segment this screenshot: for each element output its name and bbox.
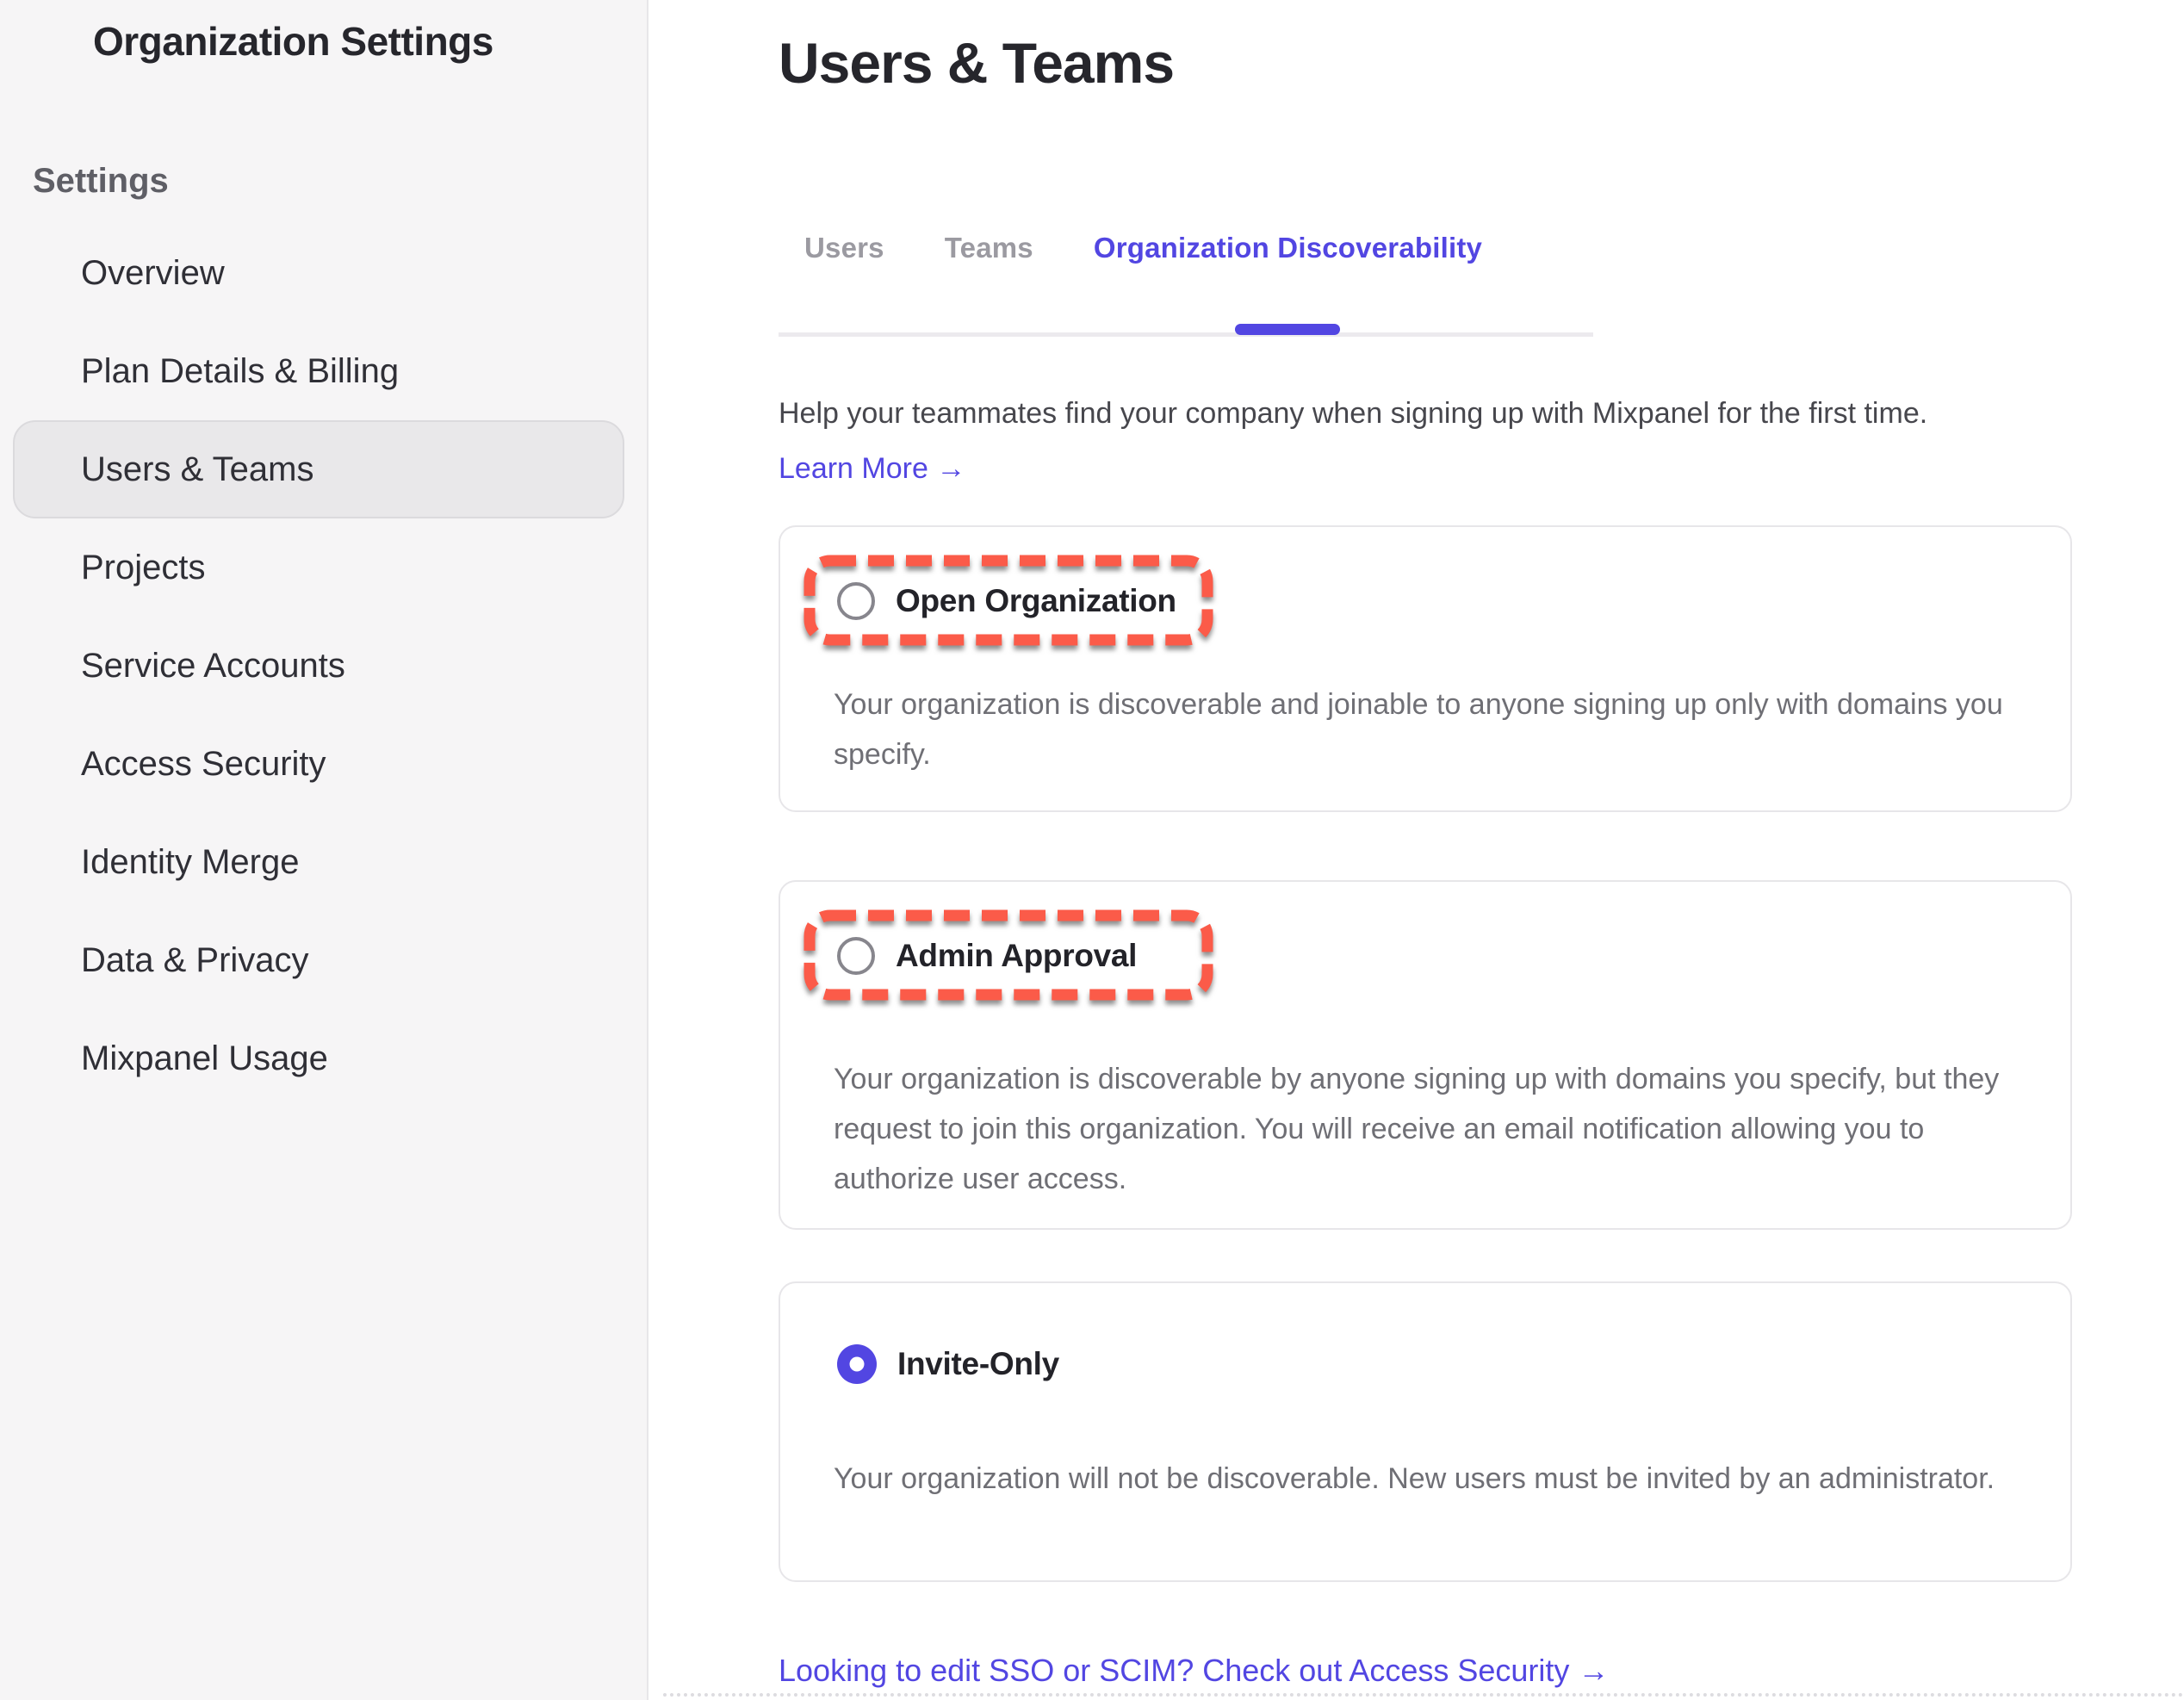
- sidebar-item-label: Plan Details & Billing: [81, 351, 400, 390]
- option-card-invite-only: [779, 1281, 2072, 1582]
- radio-admin-approval[interactable]: [837, 937, 875, 975]
- option-card-admin-approval: [779, 880, 2072, 1230]
- sidebar-item-overview[interactable]: [13, 224, 624, 322]
- option-description: Your organization is discoverable and joinable to anyone signing up only with domains you specify.: [834, 688, 2003, 771]
- sidebar-item-label: Service Accounts: [81, 646, 345, 685]
- tab-bar: [779, 231, 1593, 337]
- sidebar-item-access-security[interactable]: [13, 715, 624, 813]
- tab-organization-discoverability[interactable]: [1094, 231, 1482, 265]
- sidebar-item-identity-merge[interactable]: [13, 813, 624, 911]
- sidebar-nav: [0, 224, 647, 1107]
- sidebar-title: Organization Settings: [93, 19, 493, 64]
- sidebar-item-mixpanel-usage[interactable]: [13, 1009, 624, 1107]
- option-invite-only[interactable]: [837, 1343, 1059, 1385]
- tab-label: Users: [804, 232, 884, 264]
- option-card-open-organization: [779, 525, 2072, 812]
- radio-invite-only[interactable]: [837, 1344, 877, 1384]
- option-title: Invite-Only: [897, 1346, 1059, 1381]
- sidebar-item-label: Access Security: [81, 744, 326, 783]
- sidebar: [0, 0, 648, 1700]
- sidebar-item-plan-details-billing[interactable]: [13, 322, 624, 420]
- tab-teams[interactable]: [945, 231, 1033, 265]
- bottom-divider: [663, 1693, 2184, 1697]
- sidebar-item-label: Data & Privacy: [81, 940, 309, 979]
- intro-text: Help your teammates find your company when signing up with Mixpanel for the first time.: [779, 397, 1928, 430]
- sidebar-item-data-privacy[interactable]: [13, 911, 624, 1009]
- sidebar-item-label: Projects: [81, 548, 206, 586]
- option-title: Open Organization: [896, 583, 1176, 618]
- sidebar-item-label: Identity Merge: [81, 842, 300, 881]
- sidebar-item-label: Mixpanel Usage: [81, 1039, 328, 1077]
- sidebar-section-label: Settings: [33, 162, 169, 200]
- tab-users[interactable]: [804, 231, 884, 265]
- sidebar-item-service-accounts[interactable]: [13, 617, 624, 715]
- sidebar-item-users-teams[interactable]: [13, 420, 624, 518]
- radio-open-organization[interactable]: [837, 582, 875, 620]
- learn-more-link[interactable]: Learn More →: [779, 452, 966, 485]
- option-open-organization[interactable]: [837, 580, 1176, 622]
- tab-label: Teams: [944, 232, 1033, 264]
- access-security-link[interactable]: Looking to edit SSO or SCIM? Check out Access Security →: [779, 1653, 1610, 1688]
- option-description: Your organization will not be discoverable. New users must be invited by an administrator.: [834, 1462, 1995, 1495]
- tab-label: Organization Discoverability: [1093, 232, 1483, 264]
- sidebar-item-label: Overview: [81, 253, 225, 292]
- option-admin-approval[interactable]: [837, 935, 1137, 977]
- sidebar-item-projects[interactable]: [13, 518, 624, 617]
- option-title: Admin Approval: [896, 938, 1138, 973]
- page-title: Users & Teams: [779, 31, 1175, 95]
- sidebar-item-label: Users & Teams: [81, 450, 314, 488]
- option-description: Your organization is discoverable by anyone signing up with domains you specify, but they request to join this organization. You will receive an email notification allowing you to authorize user access.: [834, 1063, 2000, 1195]
- main-content: [648, 0, 2184, 1700]
